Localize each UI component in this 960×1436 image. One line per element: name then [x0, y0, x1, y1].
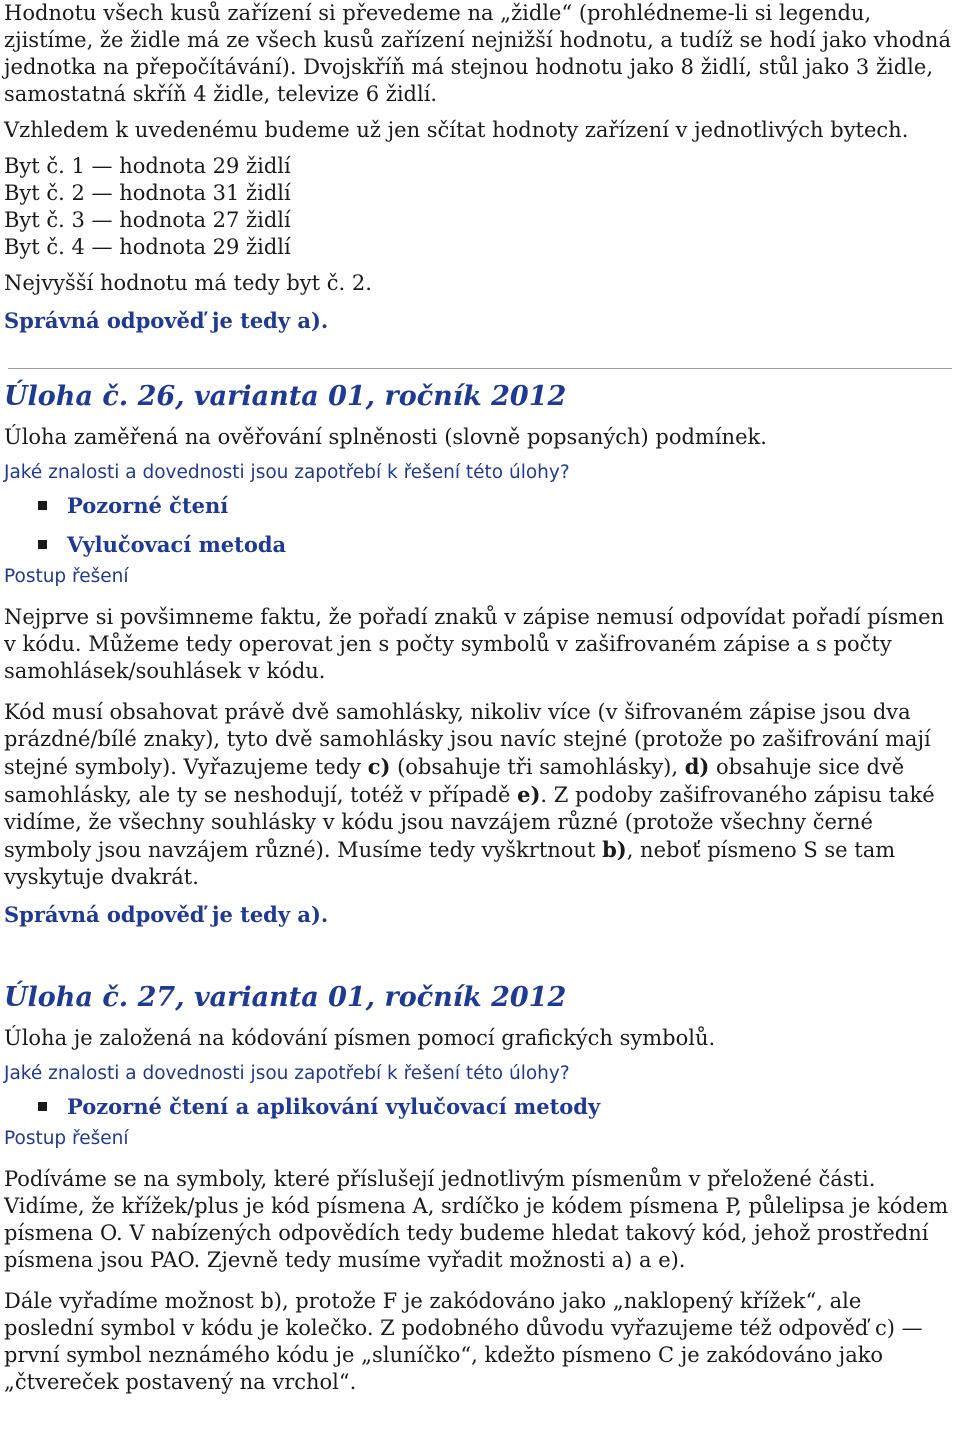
- apartment-list: [4, 153, 952, 261]
- task-27-procedure-heading: Postup řešení: [4, 1128, 129, 1149]
- task-26-correct-answer: Správná odpověď je tedy a).: [4, 902, 329, 927]
- task-27-paragraph-1: Podíváme se na symboly, které příslušejí jednotlivým písmenům v přeložené části. Vidíme, že křížek/plus je kód písmena A, srdíčko je kódem písmena P, půlelipsa je kódem písmena O. V nabízených odpovědích tedy budeme hledat takový kód, jehož prostřední písmena jsou PAO. Zjevně tedy musíme vyřadit možnosti a) a e).: [4, 1167, 949, 1272]
- apartment-2-value: Byt č. 2 — hodnota 31 židlí: [4, 181, 291, 205]
- skill-label: Pozorné čtení: [67, 493, 229, 518]
- text-run: , neboť písmeno S se tam vyskytuje dvakrát.: [4, 838, 896, 889]
- option-c-ref: c): [367, 754, 391, 779]
- conclusion-paragraph: Nejvyšší hodnotu má tedy byt č. 2.: [4, 271, 372, 295]
- task-26-paragraph-2: [4, 699, 952, 891]
- task-26-skill-item: [4, 525, 952, 564]
- sum-paragraph: Vzhledem k uvedenému budeme už jen sčítat hodnoty zařízení v jednotlivých bytech.: [4, 118, 909, 142]
- task-27-subtitle: Úloha je založená na kódování písmen pomocí grafických symbolů.: [4, 1026, 716, 1050]
- bullet-square-icon: [38, 1102, 47, 1111]
- task-26-skill-item: [4, 486, 952, 525]
- task-27-skill-item: [4, 1087, 952, 1126]
- apartment-1-value: Byt č. 1 — hodnota 29 židlí: [4, 154, 291, 178]
- bullet-square-icon: [38, 501, 47, 510]
- apartment-4-value: Byt č. 4 — hodnota 29 židlí: [4, 235, 291, 259]
- task-27-title: Úloha č. 27, varianta 01, ročník 2012: [4, 982, 567, 1013]
- option-e-ref: e): [517, 782, 541, 807]
- text-run: (obsahuje tři samohlásky),: [390, 755, 685, 779]
- task-27-paragraph-2: Dále vyřadíme možnost b), protože F je zakódováno jako „naklopený křížek“, ale poslední symbol v kódu je kolečko. Z podobného důvodu vyřazujeme též odpověď c) — první symbol neznámého kódu je „sluníčko“, kdežto písmeno C je zakódováno jako „čtvereček postavený na vrchol“.: [4, 1289, 923, 1394]
- option-d-ref: d): [684, 754, 710, 779]
- intro-paragraph: Hodnotu všech kusů zařízení si převedeme na „židle“ (prohlédneme-li si legendu, zjistíme, že židle má ze všech kusů zařízení nejnižší hodnotu, a tudíž se hodí jako vhodná jednotka na přepočítávání). Dvojskříň má stejnou hodnotu jako 8 židlí, stůl jako 3 židle, samostatná skříň 4 židle, televize 6 židlí.: [4, 1, 951, 106]
- text-run: . Z podoby zašifrovaného zápisu také vidíme, že všechny souhlásky v kódu jsou navzájem různé (protože všechny černé symboly jsou navzájem různé). Musíme tedy vyškrtnout: [4, 783, 935, 862]
- text-run: Kód musí obsahovat právě dvě samohlásky, nikoliv více (v šifrovaném zápise jsou dva prázdné/bílé znaky), tyto dvě samohlásky jsou navíc stejné (protože po zašifrování mají stejné symboly). Vyřazujeme tedy: [4, 700, 931, 779]
- text-run: obsahuje sice dvě samohlásky, ale ty se neshodují, totéž v případě: [4, 755, 905, 807]
- correct-answer: Správná odpověď je tedy a).: [4, 308, 329, 333]
- task-26-title: Úloha č. 26, varianta 01, ročník 2012: [4, 381, 567, 412]
- apartment-3-value: Byt č. 3 — hodnota 27 židlí: [4, 208, 291, 232]
- task-26-skills-question: Jaké znalosti a dovednosti jsou zapotřebí k řešení této úlohy?: [4, 462, 570, 483]
- bullet-square-icon: [38, 540, 47, 549]
- task-26-paragraph-1: Nejprve si povšimneme faktu, že pořadí znaků v zápise nemusí odpovídat pořadí písmen v kódu. Můžeme tedy operovat jen s počty symbolů v zašifrovaném zápise a s počty samohlásek/souhlásek v kódu.: [4, 605, 945, 683]
- task-27-skills-question: Jaké znalosti a dovednosti jsou zapotřebí k řešení této úlohy?: [4, 1063, 570, 1084]
- option-b-ref: b): [602, 837, 627, 862]
- skill-label: Vylučovací metoda: [67, 532, 287, 557]
- task-26-procedure-heading: Postup řešení: [4, 566, 129, 587]
- skill-label: Pozorné čtení a aplikování vylučovací metody: [67, 1094, 601, 1119]
- task-26-subtitle: Úloha zaměřená na ověřování splněnosti (slovně popsaných) podmínek.: [4, 425, 767, 449]
